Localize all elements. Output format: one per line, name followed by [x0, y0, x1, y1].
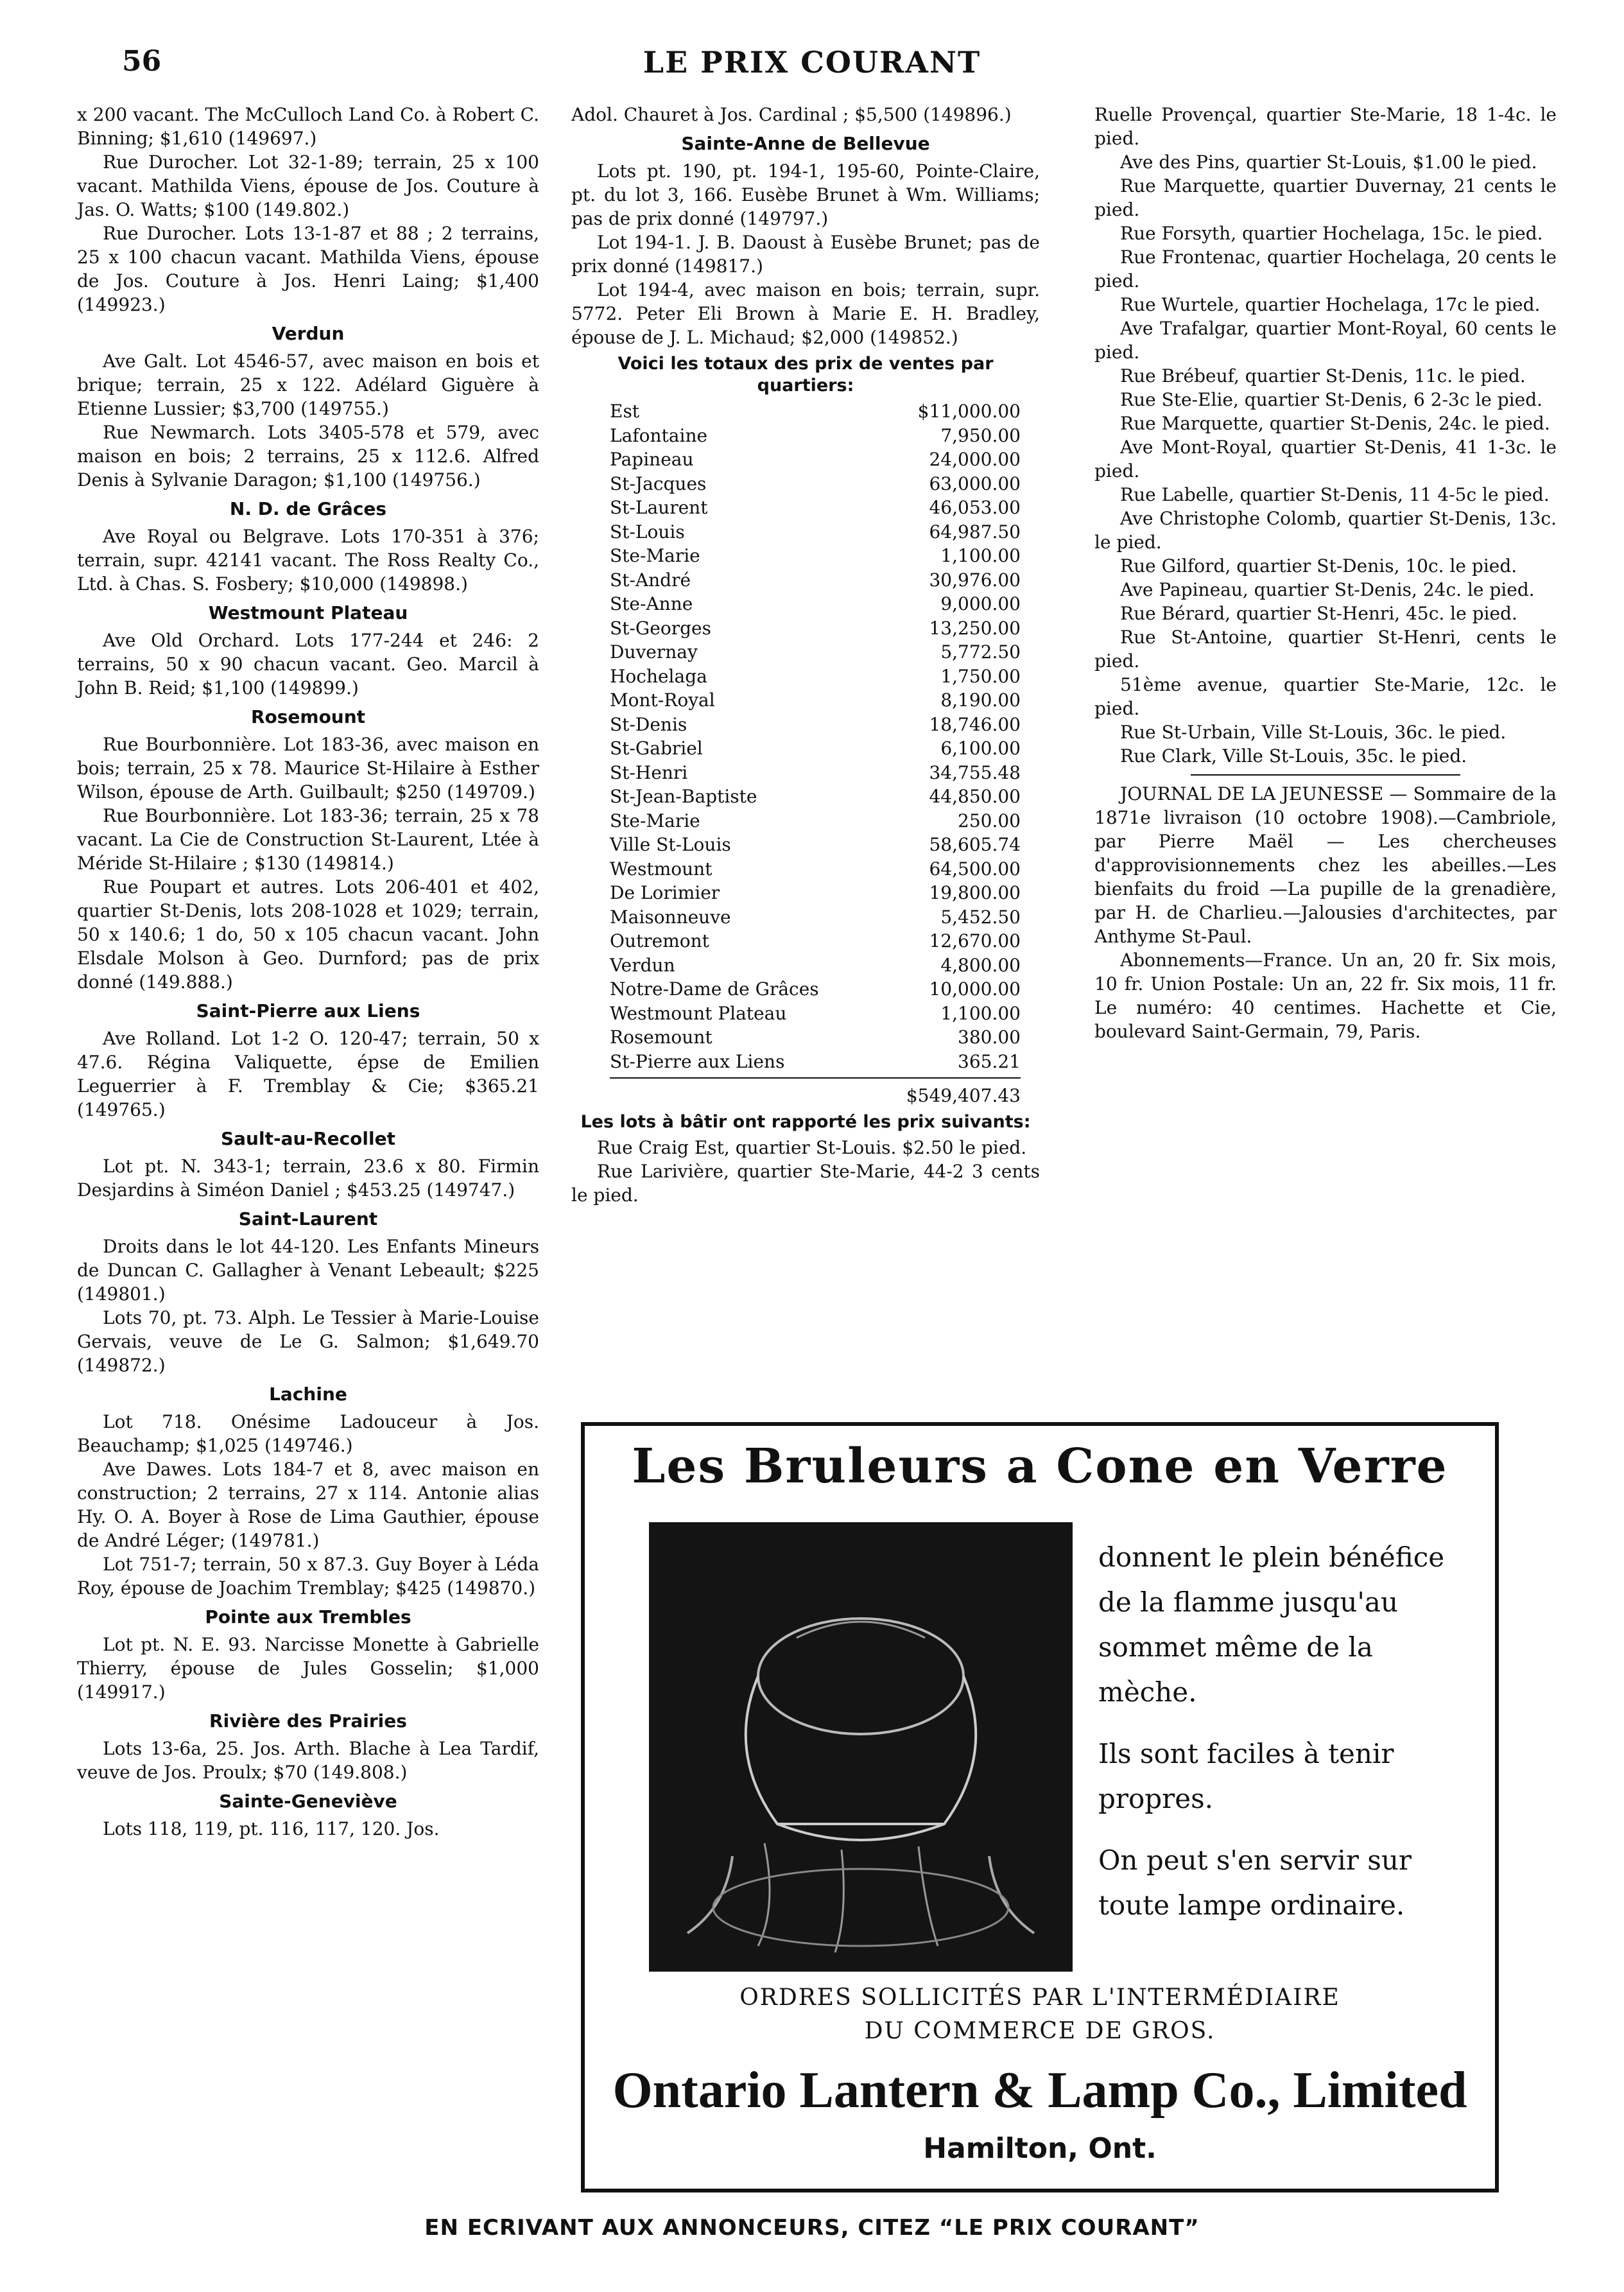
totals-row — [610, 809, 1021, 833]
listing-entry: Ave Rolland. Lot 1-2 O. 120-47; terrain, 50 x 47.6. Régina Valiquette, épse de Emilien Leguerrier à F. Tremblay & Cie; $365.21 (149765.) — [77, 1028, 539, 1120]
section-heading: Sainte-Geneviève — [219, 1791, 397, 1812]
page-header — [77, 26, 1547, 80]
district-name: St-Louis — [610, 521, 685, 543]
totals-row — [610, 399, 1021, 424]
district-name: Verdun — [610, 954, 675, 976]
listing-entry: Ave Royal ou Belgrave. Lots 170-351 à 376; terrain, supr. 42141 vacant. The Ross Realty Co., Ltd. à Chas. S. Fosbery; $10,000 (149898.) — [77, 526, 539, 595]
listing-entry: Rue Forsyth, quartier Hochelaga, 15c. le pied. — [1120, 223, 1543, 244]
page-footer: EN ECRIVANT AUX ANNONCEURS, CITEZ “LE PRIX COURANT” — [424, 2215, 1200, 2241]
listing-entry: Rue Frontenac, quartier Hochelaga, 20 cents le pied. — [1094, 247, 1557, 291]
section-heading: Rivière des Prairies — [209, 1710, 407, 1732]
district-name: Maisonneuve — [610, 906, 731, 928]
section-heading: Lachine — [269, 1384, 347, 1405]
district-amount: 46,053.00 — [929, 497, 1021, 518]
listing-entry: Rue Newmarch. Lots 3405-578 et 579, avec maison en bois; 2 terrains, 25 x 112.6. Alfred Denis à Sylvanie Daragon; $1,100 (149756.) — [77, 422, 539, 491]
totals-row — [610, 424, 1021, 448]
district-name: Ste-Marie — [610, 810, 700, 831]
district-amount: 19,800.00 — [929, 882, 1021, 903]
district-name: St-Jacques — [610, 473, 707, 494]
district-amount: 18,746.00 — [929, 713, 1021, 735]
district-amount: 12,670.00 — [929, 930, 1021, 951]
listing-entry: Rue Labelle, quartier St-Denis, 11 4-5c le pied. — [1120, 484, 1550, 505]
totals-row — [610, 520, 1021, 544]
listing-entry: Rue Marquette, quartier St-Denis, 24c. le pied. — [1120, 413, 1550, 434]
district-amount: 64,500.00 — [929, 858, 1021, 880]
listing-entry: Ave Christophe Colomb, quartier St-Denis, 13c. le pied. — [1094, 508, 1557, 553]
totals-row — [610, 496, 1021, 520]
listing-entry: Ave Dawes. Lots 184-7 et 8, avec maison en construction; 2 terrains, 27 x 114. Antonie alias Hy. O. A. Boyer à Rose de Lima Gauthier, épouse de André Léger; (149781.) — [77, 1459, 539, 1551]
ad-city: Hamilton, Ont. — [923, 2132, 1157, 2165]
section-heading: Pointe aux Trembles — [205, 1606, 411, 1628]
totals-row — [610, 616, 1021, 641]
listing-entry: Lots 13-6a, 25. Jos. Arth. Blache à Lea Tardif, veuve de Jos. Proulx; $70 (149.808.) — [77, 1738, 539, 1783]
district-name: St-Henri — [610, 761, 688, 783]
totals-row — [610, 833, 1021, 857]
district-amount: 64,987.50 — [929, 521, 1021, 543]
totals-row — [610, 664, 1021, 689]
journal-title: LE PRIX COURANT — [643, 45, 981, 80]
ad-text-3: On peut s'en servir sur toute lampe ordinaire. — [1098, 1845, 1412, 1921]
section-heading: Sault-au-Recollet — [220, 1128, 395, 1149]
district-name: St-Gabriel — [610, 738, 703, 759]
ad-orders-line-1: ORDRES SOLLICITÉS PAR L'INTERMÉDIAIRE — [739, 1984, 1340, 2011]
district-amount: 63,000.00 — [929, 473, 1021, 494]
divider — [1191, 774, 1460, 776]
district-name: Ste-Marie — [610, 545, 700, 566]
district-name: Mont-Royal — [610, 690, 715, 711]
district-name: St-Pierre aux Liens — [610, 1050, 785, 1072]
totals-table — [610, 399, 1021, 1073]
section-heading: Saint-Pierre aux Liens — [196, 1000, 420, 1021]
listing-entry: Rue Brébeuf, quartier St-Denis, 11c. le pied. — [1120, 365, 1526, 386]
totals-row — [610, 785, 1021, 809]
district-name: Ville St-Louis — [610, 834, 731, 855]
district-name: St-Denis — [610, 713, 687, 735]
listing-entry: Lot 751-7; terrain, 50 x 87.3. Guy Boyer à Léda Roy, épouse de Joachim Tremblay; $425 (149870.) — [77, 1554, 539, 1599]
district-name: Rosemount — [610, 1027, 713, 1048]
totals-row — [610, 472, 1021, 496]
district-amount: 5,772.50 — [940, 641, 1021, 663]
district-name: Est — [610, 401, 640, 422]
listing-entry: Ave Papineau, quartier St-Denis, 24c. le pied. — [1120, 579, 1535, 600]
listing-entry: Ave des Pins, quartier St-Louis, $1.00 le pied. — [1120, 152, 1537, 173]
district-amount: 6,100.00 — [940, 738, 1021, 759]
district-amount: 30,976.00 — [929, 569, 1021, 591]
listing-entry: Rue Gilford, quartier St-Denis, 10c. le pied. — [1120, 555, 1517, 577]
section-heading: N. D. de Grâces — [229, 498, 387, 519]
totals-row — [610, 881, 1021, 905]
district-amount: $11,000.00 — [917, 401, 1021, 422]
listing-entry: JOURNAL DE LA JEUNESSE — Sommaire de la 1871e livraison (10 octobre 1908).—Cambriole, par Pierre Maël — Les chercheuses d'approvisionnements chez les abeilles.—Les bienfaits du froid —La pupille de la grenadière, par H. de Charlieu.—Jalousies d'architectes, par Anthyme St-Paul. — [1094, 783, 1557, 947]
listing-entry: Rue Durocher. Lot 32-1-89; terrain, 25 x 100 vacant. Mathilda Viens, épouse de Jos. Couture à Jas. O. Watts; $100 (149.802.) — [77, 152, 539, 220]
column-2-bottom — [571, 1111, 1040, 1207]
section-heading: Westmount Plateau — [208, 602, 408, 623]
district-name: St-Laurent — [610, 497, 708, 518]
listing-entry: Rue Bérard, quartier St-Henri, 45c. le pied. — [1120, 603, 1517, 624]
totals-row — [610, 713, 1021, 737]
listing-entry: Rue Poupart et autres. Lots 206-401 et 402, quartier St-Denis, lots 208-1028 et 1029; terrain, 50 x 140.6; 1 do, 50 x 105 chacun vacant. John Elsdale Molson à Geo. Durnford; pas de prix donné (149.888.) — [77, 876, 539, 993]
totals-row — [610, 905, 1021, 930]
district-amount: 44,850.00 — [929, 786, 1021, 807]
totals-row — [610, 688, 1021, 713]
listing-entry: Lots 118, 119, pt. 116, 117, 120. Jos. — [103, 1818, 440, 1839]
listing-entry: Rue Durocher. Lots 13-1-87 et 88 ; 2 terrains, 25 x 100 chacun vacant. Mathilda Viens, épouse de Jos. Couture à Jos. Henri Laing; $1,400 (149923.) — [77, 223, 539, 315]
totals-row — [610, 1025, 1021, 1050]
totals-row — [610, 592, 1021, 616]
listing-entry: Lots 70, pt. 73. Alph. Le Tessier à Marie-Louise Gervais, veuve de Le G. Salmon; $1,649.70 (149872.) — [77, 1307, 539, 1376]
district-name: Notre-Dame de Grâces — [610, 978, 819, 1000]
listing-entry: Lot 194-1. J. B. Daoust à Eusèbe Brunet; pas de prix donné (149817.) — [571, 232, 1040, 277]
totals-row — [610, 447, 1021, 472]
totals-row — [610, 761, 1021, 785]
totals-row — [610, 568, 1021, 593]
ad-text-2: Ils sont faciles à tenir propres. — [1098, 1738, 1394, 1814]
section-heading: Les lots à bâtir ont rapporté les prix suivants: — [580, 1112, 1031, 1132]
listing-entry: Lot pt. N. 343-1; terrain, 23.6 x 80. Firmin Desjardins à Siméon Daniel ; $453.25 (149747.) — [77, 1156, 539, 1201]
listing-entry: Lot 718. Onésime Ladouceur à Jos. Beauchamp; $1,025 (149746.) — [77, 1411, 539, 1456]
listing-entry: Ave Galt. Lot 4546-57, avec maison en bois et brique; terrain, 25 x 122. Adélard Giguère à Etienne Lussier; $3,700 (149755.) — [77, 351, 539, 419]
ad-text-1: donnent le plein bénéfice de la flamme jusqu'au sommet même de la mèche. — [1098, 1541, 1445, 1708]
column-2 — [571, 103, 1040, 1207]
district-amount: 8,190.00 — [940, 690, 1021, 711]
burner-illustration — [649, 1522, 1073, 1972]
district-name: Outremont — [610, 930, 709, 951]
district-amount: 24,000.00 — [929, 449, 1021, 470]
listing-entry: Lots pt. 190, pt. 194-1, 195-60, Pointe-Claire, pt. du lot 3, 166. Eusèbe Brunet à Wm. Williams; pas de prix donné (149797.) — [571, 161, 1040, 229]
district-amount: 58,605.74 — [929, 834, 1021, 855]
column-1 — [77, 103, 539, 1841]
totals-row — [610, 977, 1021, 1002]
listing-entry: Adol. Chauret à Jos. Cardinal ; $5,500 (149896.) — [571, 104, 1012, 125]
district-name: De Lorimier — [610, 882, 720, 903]
listing-entry: Abonnements—France. Un an, 20 fr. Six mois, 10 fr. Union Postale: Un an, 22 fr. Six mois, 11 fr. Le numéro: 40 centimes. Hachette et Cie, boulevard Saint-Germain, 79, Paris. — [1094, 950, 1557, 1042]
district-amount: 9,000.00 — [940, 593, 1021, 614]
page-number: 56 — [122, 45, 162, 78]
listing-entry: 51ème avenue, quartier Ste-Marie, 12c. le pied. — [1094, 674, 1557, 719]
listing-entry: Rue Bourbonnière. Lot 183-36; terrain, 25 x 78 vacant. La Cie de Construction St-Laurent, Ltée à Méride St-Hilaire ; $130 (149814.) — [77, 805, 539, 874]
totals-heading: Voici les totaux des prix de ventes par quartiers: — [618, 354, 994, 395]
district-amount: 1,100.00 — [940, 1002, 1021, 1024]
district-amount: 7,950.00 — [940, 424, 1021, 446]
totals-row — [610, 929, 1021, 953]
district-amount: 10,000.00 — [929, 978, 1021, 1000]
listing-entry: Ruelle Provençal, quartier Ste-Marie, 18 1-4c. le pied. — [1094, 104, 1557, 149]
district-name: St-André — [610, 569, 691, 591]
listing-entry: Rue St-Urbain, Ville St-Louis, 36c. le pied. — [1120, 722, 1507, 743]
section-heading: Saint-Laurent — [238, 1208, 378, 1229]
listing-entry: Rue Ste-Elie, quartier St-Denis, 6 2-3c le pied. — [1120, 389, 1543, 410]
listing-entry: x 200 vacant. The McCulloch Land Co. à Robert C. Binning; $1,610 (149697.) — [77, 104, 539, 149]
district-amount: 1,750.00 — [940, 665, 1021, 687]
totals-row — [610, 640, 1021, 664]
listing-entry: Lot 194-4, avec maison en bois; terrain, supr. 5772. Peter Eli Brown à Marie E. H. Bradley, épouse de J. L. Michaud; $2,000 (149852.) — [571, 279, 1040, 348]
grand-total: $549,407.43 — [610, 1077, 1021, 1107]
district-name: St-Jean-Baptiste — [610, 786, 757, 807]
totals-row — [610, 953, 1021, 978]
district-name: Duvernay — [610, 641, 698, 663]
section-heading: Rosemount — [250, 706, 366, 727]
totals-row — [610, 857, 1021, 881]
listing-entry: Lot pt. N. E. 93. Narcisse Monette à Gabrielle Thierry, épouse de Jules Gosselin; $1,000 (149917.) — [77, 1634, 539, 1703]
listing-entry: Rue Marquette, quartier Duvernay, 21 cents le pied. — [1094, 175, 1557, 220]
district-name: Hochelaga — [610, 665, 707, 687]
district-amount: 250.00 — [958, 810, 1021, 831]
district-amount: 4,800.00 — [940, 954, 1021, 976]
totals-row — [610, 1002, 1021, 1026]
district-amount: 5,452.50 — [940, 906, 1021, 928]
ad-orders-line-2: DU COMMERCE DE GROS. — [864, 2018, 1216, 2044]
district-amount: 1,100.00 — [940, 545, 1021, 566]
district-name: Lafontaine — [610, 424, 708, 446]
listing-entry: Rue Larivière, quartier Ste-Marie, 44-2 3 cents le pied. — [571, 1161, 1040, 1206]
district-name: Westmount Plateau — [610, 1002, 787, 1024]
listing-entry: Rue Clark, Ville St-Louis, 35c. le pied. — [1120, 745, 1467, 767]
district-name: Westmount — [610, 858, 713, 880]
district-amount: 13,250.00 — [929, 617, 1021, 639]
ad-description — [1098, 1535, 1464, 1945]
listing-entry: Droits dans le lot 44-120. Les Enfants Mineurs de Duncan C. Gallagher à Venant Lebeault; $225 (149801.) — [77, 1236, 539, 1305]
district-amount: 380.00 — [958, 1027, 1021, 1048]
totals-row — [610, 544, 1021, 568]
district-amount: 365.21 — [958, 1050, 1021, 1072]
lamp-advertisement — [581, 1422, 1499, 2192]
district-amount: 34,755.48 — [929, 761, 1021, 783]
district-name: Papineau — [610, 449, 694, 470]
listing-entry: Ave Old Orchard. Lots 177-244 et 246: 2 terrains, 50 x 90 chacun vacant. Geo. Marcil à John B. Reid; $1,100 (149899.) — [77, 630, 539, 699]
ad-orders — [585, 1981, 1495, 2048]
district-name: St-Georges — [610, 617, 711, 639]
listing-entry: Rue St-Antoine, quartier St-Henri, cents le pied. — [1094, 627, 1557, 672]
listing-entry: Rue Craig Est, quartier St-Louis. $2.50 le pied. — [597, 1137, 1027, 1158]
listing-entry: Ave Trafalgar, quartier Mont-Royal, 60 cents le pied. — [1094, 318, 1557, 363]
ad-headline: Les Bruleurs a Cone en Verre — [632, 1439, 1448, 1494]
totals-row — [610, 736, 1021, 761]
listing-entry: Rue Bourbonnière. Lot 183-36, avec maison en bois; terrain, 25 x 78. Maurice St-Hilaire à Esther Wilson, épouse de Arth. Guilbault; $250 (149709.) — [77, 734, 539, 803]
ad-company-name: Ontario Lantern & Lamp Co., Limited — [612, 2062, 1467, 2119]
district-name: Ste-Anne — [610, 593, 693, 614]
section-heading: Sainte-Anne de Bellevue — [681, 133, 930, 154]
listing-entry: Rue Wurtele, quartier Hochelaga, 17c le pied. — [1120, 294, 1541, 315]
section-heading: Verdun — [272, 323, 345, 344]
column-3 — [1094, 103, 1557, 1043]
listing-entry: Ave Mont-Royal, quartier St-Denis, 41 1-3c. le pied. — [1094, 437, 1557, 482]
burner-image — [649, 1522, 1073, 1972]
column-2-top — [571, 103, 1040, 349]
totals-row — [610, 1050, 1021, 1074]
